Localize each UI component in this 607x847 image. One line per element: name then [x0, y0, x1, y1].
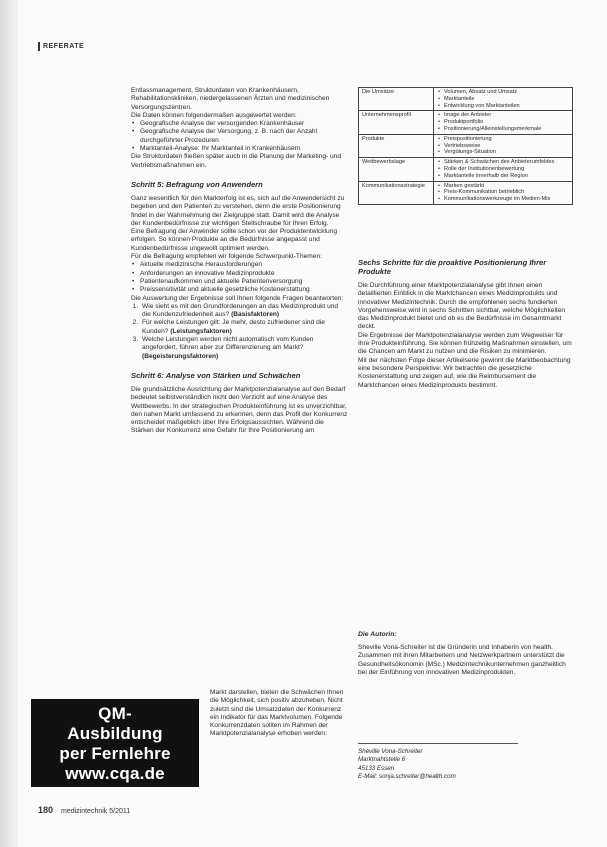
intro-text: Entlassmanagement, Strukturdaten von Krankenhäusern, Rehabilitationskliniken, niedergelassenen Ärzten und medizinischen Versorgungszentren. [131, 87, 330, 111]
topic-list [131, 261, 348, 294]
table-key: Unternehmensprofil [359, 111, 434, 134]
list-item: • Vergütungs-Situation [437, 149, 569, 156]
list-item: • Preis-Kommunikation betrieblich [437, 189, 569, 196]
table-key: Produkte [359, 134, 434, 157]
positioning-paragraph: Die Ergebnisse der Marktpotenzialanalyse werden zum Wegweiser für Ihre Produkteinführung. Sie können frühzeitig Maßnahmen einstellen, um die Chancen am Markt zu nutzen und die Risiken zu minimieren. [358, 331, 572, 356]
table-row [359, 134, 573, 157]
list-item: • Aktuelle medizinische Herausforderungen [131, 261, 348, 269]
list-item: • Rolle der Institutionenbewertung [437, 166, 569, 173]
ad-line: QM- [98, 704, 132, 723]
step6-continuation: Markt darstellen, bieten die Schwächen Ihnen die Möglichkeit, sich positiv abzuheben. Nicht zuletzt sind die Umsatzdaten der Konkurrenz ein Indikator für das Marktvolumen. Folgende Konkurrenzdaten sollten im Rahmen der Marktpotenzialanalyse erhoben werden: [210, 689, 344, 738]
list-item: • Marktanteile [437, 96, 569, 103]
contact-email[interactable]: E-Mail: sonja.schreiter@health.com [358, 773, 456, 781]
left-column [131, 87, 348, 436]
list-item: • Produktportfolio [437, 119, 569, 126]
step5-paragraph: Die Auswertung der Ergebnisse soll Ihnen folgende Fragen beantworten: [131, 294, 344, 302]
ad-line: Ausbildung [67, 724, 163, 743]
list-item: • Marken gestärkt [437, 183, 569, 190]
step5-paragraph: Ganz wesentlich für den Markterfolg ist es, sich auf die Anwendersicht zu begeben und den Patienten zu verstehen, denn die erste Positionierung findet in der Wahrnehmung der Zielgruppe statt. Damit wird die Analyse der Kundenbedürfnisse zur wichtigen Stellschraube für Ihren Erfolg. [131, 194, 345, 227]
question-list [131, 303, 348, 361]
section-label: REFERATE [38, 42, 84, 51]
author-heading: Die Autorin: [358, 631, 397, 638]
contact-street: Marktnahtstelle 6 [358, 756, 406, 764]
competitor-data-table [358, 87, 573, 205]
list-item: • Patientenaufkommen und aktuelle Patientenversorgung [131, 278, 348, 286]
list-item: • Stärken & Schwächen des Anbieterumfeldes [437, 159, 569, 166]
list-item: • Geografische Analyse der Versorgung, z. B. nach der Anzahl durchgeführter Prozeduren [131, 128, 348, 145]
step5-paragraph: Eine Befragung der Anwender sollte schon vor der Produktentwicklung erfolgen. So können Produkte an die Bedürfnisse angepasst und Kundenbedürfnisse ungewollt optimiert werden. [131, 228, 337, 252]
list-item: • Preissensitivität und aktuelle gesetzliche Kostenerstattung [131, 286, 348, 294]
table-key: Die Umsätze [359, 88, 434, 111]
list-item: • Volumen, Absatz und Umsatz [437, 89, 569, 96]
list-item: • Positionierung/Alleinstellungsmerkmale [437, 126, 569, 133]
positioning-paragraph: Mit der nächsten Folge dieser Artikelserie gewinnt die Marktbeobachtung eine besondere Perspektive: Wir betrachten die gesetzliche Kostenerstattung und zeigen auf, wie die Reimbursement die Marktchancen eines Medizinprodukts bestimmt. [358, 356, 571, 389]
positioning-paragraph: Die Durchführung einer Marktpotenzialanalyse gibt Ihnen einen detaillierten Einblick in die Marktchancen eines Medizinprodukts und innovativer Medizintechnik. Durch die empfohlenen sechs fundierten Vorgehensweise wird in sechs Schritten sichtbar, welche Möglichkeiten das Medizinprodukt bietet und ob es die Bedürfnisse im Gesamtmarkt deckt. [358, 282, 566, 331]
table-row [359, 111, 573, 134]
scan-edge [0, 0, 18, 847]
list-item: • Geografische Analyse der versorgenden Krankenhäuser [131, 120, 348, 128]
advertisement-qm[interactable] [31, 699, 199, 787]
contact-city: 45133 Essen [358, 764, 395, 772]
intro-tail: Die Strukturdaten fließen später auch in die Planung der Marketing- und Vertriebsmaßnahmen ein. [131, 153, 342, 169]
list-item: • Preispositionierung [437, 136, 569, 143]
right-column [358, 258, 573, 390]
contact-name: Sheville Vona-Schreiter [358, 748, 423, 755]
list-item: • Marktanteile innerhalb der Region [437, 173, 569, 180]
list-item: • Marktanteil-Analyse: Ihr Marktanteil in Krankenhäusern [131, 145, 348, 153]
table-row [359, 88, 573, 111]
step6-paragraph: Die grundsätzliche Ausrichtung der Marktpotenzialanalyse auf den Bedarf bedeutet selbstverständlich nicht den Verzicht auf eine Analyse des Wettbewerbs. In der strategischen Produkteinführung ist es unverzichtbar, den nahen Markt umfassend zu erkennen, denn das Profil der Konkurrenz entscheidet maßgeblich über Ihre Erfolgsaussichten. Während die Stärken der Konkurrenz eine Gefahr für Ihre Positionierung am [131, 385, 348, 435]
page-number: 180 [38, 805, 54, 815]
list-item: • Image der Anbieter [437, 112, 569, 119]
step5-paragraph: Für die Befragung empfehlen wir folgende Schwerpunkt-Themen: [131, 253, 322, 261]
intro-evaluation: Die Daten können folgendermaßen ausgewertet werden: [131, 111, 297, 119]
ad-url[interactable]: www.cqa.de [65, 764, 165, 783]
table-key: Wettbewerbslage [359, 158, 434, 181]
list-item: • Kommunikationswerkzeuge im Medien-Mix [437, 196, 569, 203]
author-contact [358, 743, 518, 782]
list-item: 2. Für welche Leistungen gilt: Je mehr, desto zufriedener sind die Kunden? (Leistungsfaktoren) [140, 319, 348, 336]
table-row [359, 158, 573, 181]
list-item: 1. Wie sieht es mit den Grundforderungen an das Medizinprodukt und die Kundenzufriedenheit aus? (Basisfaktoren) [140, 303, 348, 320]
analysis-list [131, 120, 348, 153]
positioning-heading: Sechs Schritte für die proaktive Positionierung Ihrer Produkte [358, 258, 547, 276]
author-box [358, 631, 573, 677]
author-bio: Sheville Vona-Schreiter ist die Gründerin und Inhaberin von health. Zusammen mit ihren Mitarbeitern und Netzwerkpartnern unterstützt die Gesundheitsökonomin (MSc.) Medizintechnikunternehmen ganzheitlich bei der Einführung von innovativen Medizinprodukten. [358, 644, 566, 676]
journal-name: medizintechnik 5/2011 [60, 808, 131, 815]
step5-heading: Schritt 5: Befragung von Anwendern [131, 179, 263, 189]
list-item: • Anforderungen an innovative Medizinprodukte [131, 270, 348, 278]
list-item: • Vertriebsweise [437, 143, 569, 150]
list-item: 3. Welche Leistungen werden nicht automatisch vom Kunden angefordert, führen aber zur Differenzierung am Markt? (Begeisterungsfaktoren) [140, 336, 348, 361]
list-item: • Entwicklung von Marktanteilen [437, 103, 569, 110]
table-row [359, 181, 573, 204]
table-key: Kommunikationsstrategie [359, 181, 434, 204]
ad-line: per Fernlehre [59, 744, 171, 763]
step6-heading: Schritt 6: Analyse von Stärken und Schwächen [131, 370, 301, 380]
page-footer [38, 805, 130, 815]
